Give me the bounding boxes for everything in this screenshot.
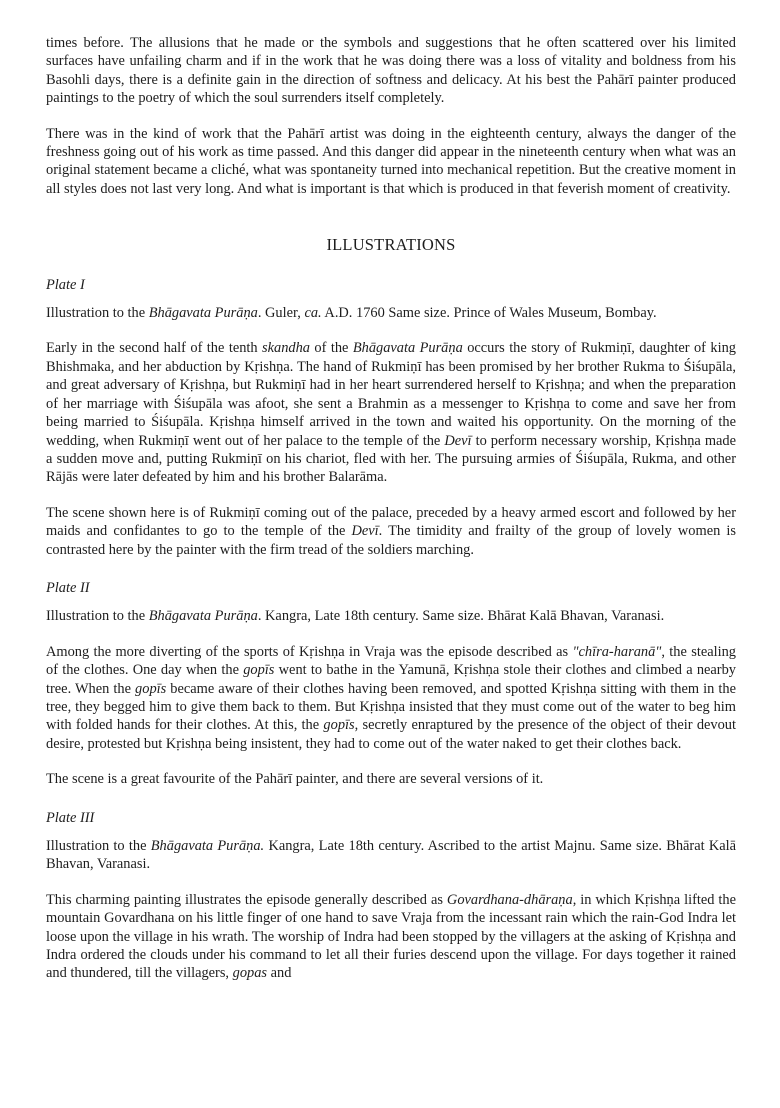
intro-paragraph-2: There was in the kind of work that the Pahārī artist was doing in the eighteenth century, always the danger of the freshness going out of his work as time passed. And this danger did appear in the nineteenth century when what was an original statement became a cliché, what was spontaneity turned into mechanical repetition. But the creative moment in all styles does not last very long. And what is important is that which is produced in that feverish moment of creativity. [46,125,736,197]
plate-2-caption: Illustration to the Bhāgavata Purāṇa. Kangra, Late 18th century. Same size. Bhārat Kalā Bhavan, Varanasi. [46,608,665,625]
plate-1-scene-note: The scene shown here is of Rukmiṇī coming out of the palace, preceded by a heavy armed escort and followed by her maids and confidantes to go to the temple of the Devī. The timidity and frailty of the group of lovely women is contrasted here by the painter with the firm tread of the soldiers marching. [46,504,736,558]
plate-1-title: Plate I [46,276,85,293]
plate-1-caption: Illustration to the Bhāgavata Purāṇa. Guler, ca. A.D. 1760 Same size. Prince of Wales Museum, Bombay. [46,305,657,322]
document-page [46,34,736,983]
section-heading: ILLUSTRATIONS [326,235,456,255]
intro-paragraph-1: times before. The allusions that he made or the symbols and suggestions that he often scattered over his limited surfaces have unfailing charm and if in the work that he was doing there was a loss of vitality and boldness from his Basohli days, there is a definite gain in the direction of softness and delicacy. At his best the Pahārī painter produced paintings to the poetry of which the soul surrenders itself completely. [46,35,736,107]
plate-2-scene-note: The scene is a great favourite of the Pahārī painter, and there are several versions of it. [46,771,544,788]
plate-2-description: Among the more diverting of the sports of Kṛishṇa in Vraja was the episode described as "chīra-haranā", the stealing of the clothes. One day when the gopīs went to bathe in the Yamunā, Kṛishṇa stole their clothes and climbed a nearby tree. When the gopīs became aware of their clothes having been removed, and spotted Kṛishṇa sitting with them in the tree, they begged him to give them back to them. But Kṛishṇa insisted that they must come out of the water to beg him with folded hands for their clothes. At this, the gopīs, secretly enraptured by the presence of the object of their devout desire, protested but Kṛishṇa being insistent, they had to come out of the water naked to get their clothes back. [46,643,736,752]
plate-3-title: Plate III [46,809,95,826]
plate-2-title: Plate II [46,579,90,596]
plate-1-description: Early in the second half of the tenth skandha of the Bhāgavata Purāṇa occurs the story of Rukmiṇī, daughter of king Bhishmaka, and her abduction by Kṛishṇa. The hand of Rukmiṇī has been promised by her brother Rukma to Śiśupāla, and great adversary of Kṛishṇa, but Rukmiṇī had in her heart surrendered herself to Kṛishṇa; and when the preparation of her marriage with Śiśupāla was afoot, she sent a Brahmin as a messenger to Kṛishṇa to come and save her from being married to Śiśupāla. Kṛishṇa himself arrived in the town and waited his opportunity. On the morning of the wedding, when Rukmiṇī went out of her palace to the temple of the Devī to perform necessary worship, Kṛishṇa made a sudden move and, putting Rukmiṇī on his chariot, fled with her. The pursuing armies of Śiśupāla, Rukma, and other Rājās were later defeated by him and his brother Balarāma. [46,340,736,486]
plate-3-caption: Illustration to the Bhāgavata Purāṇa. Kangra, Late 18th century. Ascribed to the artist Majnu. Same size. Bhārat Kalā Bhavan, Varanasi. [46,838,737,873]
plate-3-description: This charming painting illustrates the episode generally described as Govardhana-dhāraṇa, in which Kṛishṇa lifted the mountain Govardhana on his little finger of one hand to save Vraja from the incessant rain which the rain-God Indra let loose upon the village in his wrath. The worship of Indra had been stopped by the villagers at the asking of Kṛishṇa and Indra ordered the clouds under his command to let all their furies descend upon the village. For days together it rained and thundered, till the villagers, gopas and [46,891,736,982]
